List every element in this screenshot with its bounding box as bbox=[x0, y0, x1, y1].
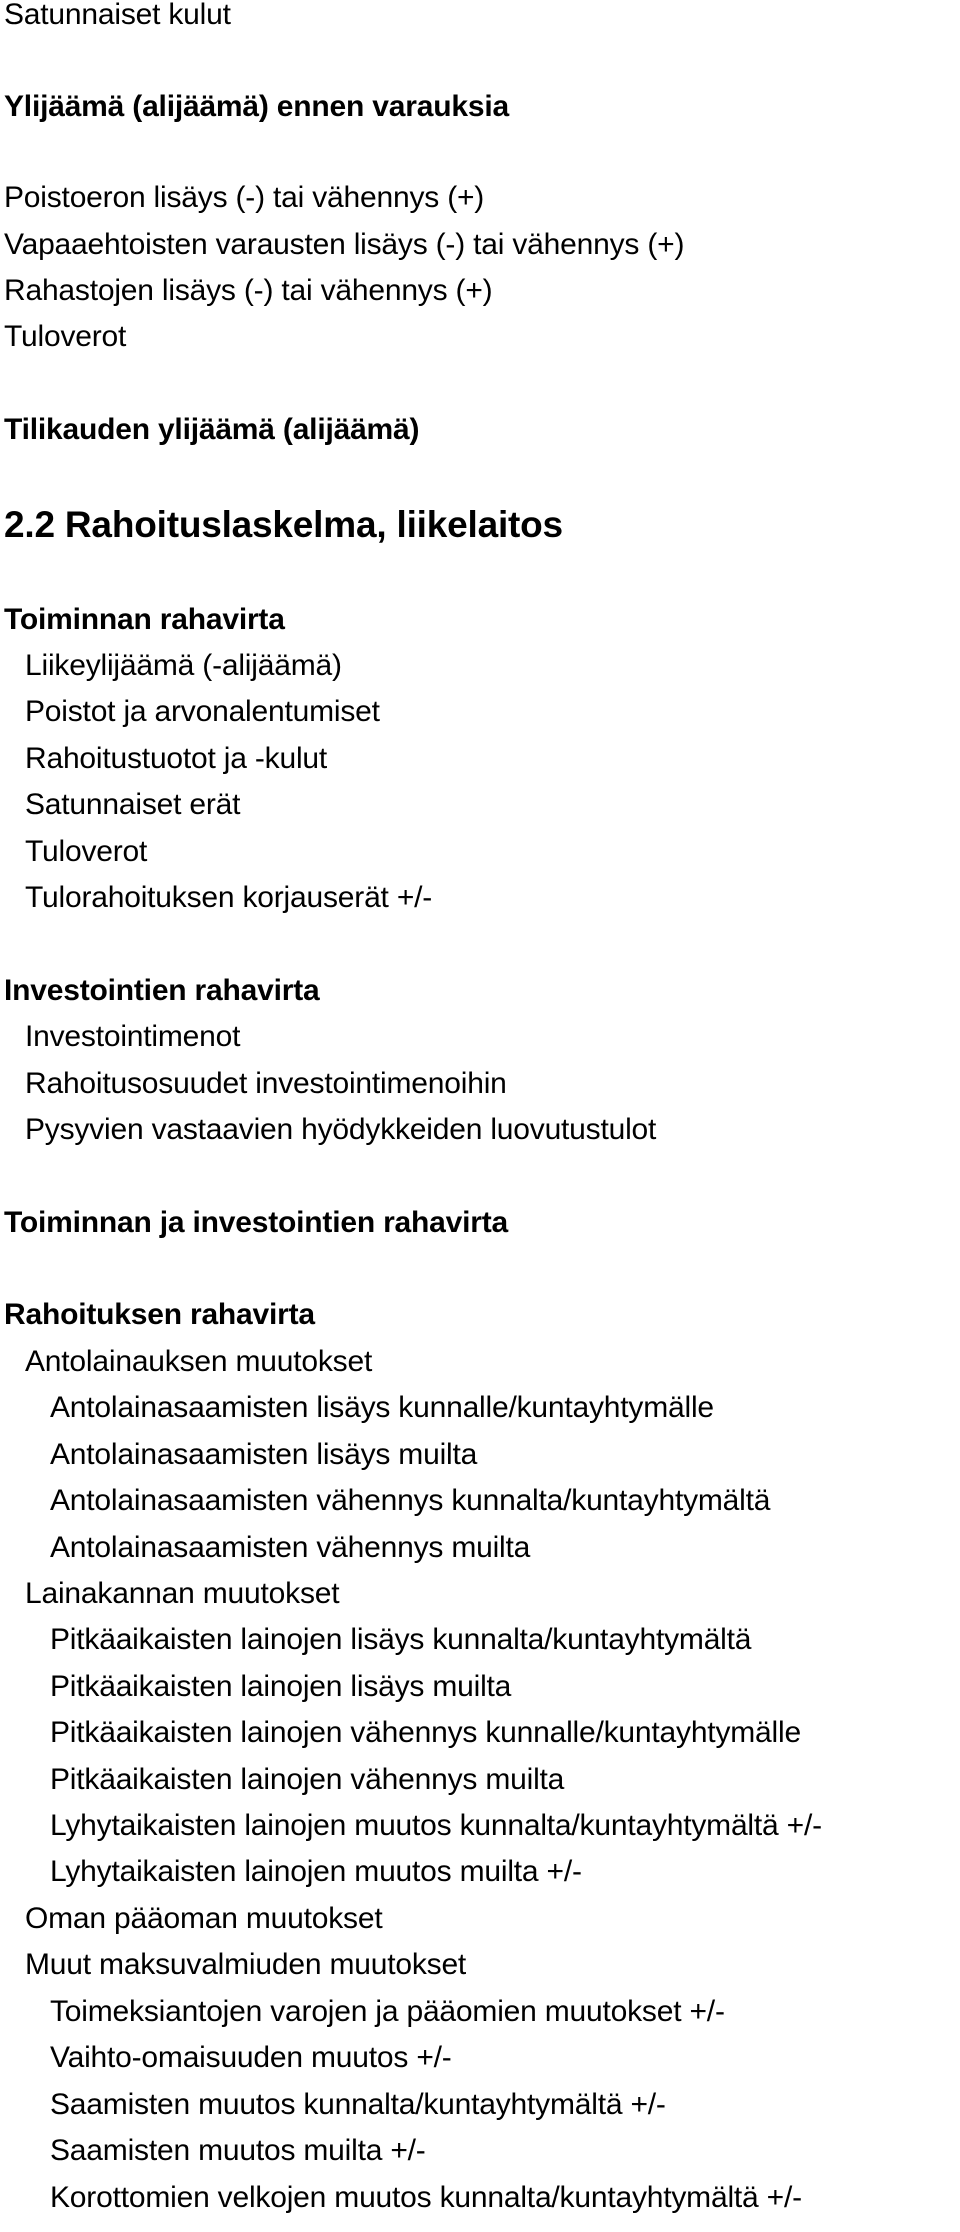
line-pitka-lisays-muilta: Pitkäaikaisten lainojen lisäys muilta bbox=[50, 1670, 512, 1703]
line-korottomien-velkojen: Korottomien velkojen muutos kunnalta/kuntayhtymältä +/- bbox=[50, 2181, 802, 2214]
line-pysyvien-vastaavien: Pysyvien vastaavien hyödykkeiden luovutustulot bbox=[25, 1113, 657, 1146]
line-lyhyt-muutos-muilta: Lyhytaikaisten lainojen muutos muilta +/- bbox=[50, 1855, 582, 1888]
line-liikeylijaama: Liikeylijäämä (-alijäämä) bbox=[25, 649, 342, 682]
line-tuloverot-2: Tuloverot bbox=[25, 835, 148, 868]
line-oman-paaoman-muutokset: Oman pääoman muutokset bbox=[25, 1902, 383, 1935]
section-heading-rahoituslaskelma: 2.2 Rahoituslaskelma, liikelaitos bbox=[4, 504, 563, 545]
line-vapaaehtoisten-varausten: Vapaaehtoisten varausten lisäys (-) tai vähennys (+) bbox=[4, 228, 685, 261]
line-antolaina-lisays-muilta: Antolainasaamisten lisäys muilta bbox=[50, 1438, 478, 1471]
line-rahoitustuotot: Rahoitustuotot ja -kulut bbox=[25, 742, 328, 775]
heading-toiminnan-ja-investointien: Toiminnan ja investointien rahavirta bbox=[4, 1206, 509, 1239]
line-lainakannan-muutokset: Lainakannan muutokset bbox=[25, 1577, 340, 1610]
line-vaihto-omaisuuden: Vaihto-omaisuuden muutos +/- bbox=[50, 2041, 452, 2074]
line-lyhyt-muutos-kunnalta: Lyhytaikaisten lainojen muutos kunnalta/kuntayhtymältä +/- bbox=[50, 1809, 822, 1842]
line-rahastojen-lisays: Rahastojen lisäys (-) tai vähennys (+) bbox=[4, 274, 493, 307]
line-satunnaiset-kulut: Satunnaiset kulut bbox=[4, 0, 231, 31]
line-poistot: Poistot ja arvonalentumiset bbox=[25, 695, 380, 728]
line-poistoeron-lisays: Poistoeron lisäys (-) tai vähennys (+) bbox=[4, 181, 485, 214]
line-antolaina-vahennys-muilta: Antolainasaamisten vähennys muilta bbox=[50, 1531, 531, 1564]
line-pitka-vahennys-kunnalle: Pitkäaikaisten lainojen vähennys kunnalle/kuntayhtymälle bbox=[50, 1716, 801, 1749]
line-muut-maksuvalmiuden: Muut maksuvalmiuden muutokset bbox=[25, 1948, 467, 1981]
heading-investointien-rahavirta: Investointien rahavirta bbox=[4, 974, 320, 1007]
line-rahoitusosuudet: Rahoitusosuudet investointimenoihin bbox=[25, 1067, 507, 1100]
line-tulorahoituksen-korjauserat: Tulorahoituksen korjauserät +/- bbox=[25, 881, 433, 914]
line-antolaina-lisays-kunnalle: Antolainasaamisten lisäys kunnalle/kuntayhtymälle bbox=[50, 1391, 714, 1424]
line-satunnaiset-erat: Satunnaiset erät bbox=[25, 788, 241, 821]
line-pitka-lisays-kunnalta: Pitkäaikaisten lainojen lisäys kunnalta/kuntayhtymältä bbox=[50, 1623, 752, 1656]
line-investointimenot: Investointimenot bbox=[25, 1020, 241, 1053]
line-antolainauksen-muutokset: Antolainauksen muutokset bbox=[25, 1345, 373, 1378]
line-pitka-vahennys-muilta: Pitkäaikaisten lainojen vähennys muilta bbox=[50, 1763, 565, 1796]
line-toimeksiantojen-varojen: Toimeksiantojen varojen ja pääomien muutokset +/- bbox=[50, 1995, 725, 2028]
line-saamisten-muilta: Saamisten muutos muilta +/- bbox=[50, 2134, 426, 2167]
line-tuloverot: Tuloverot bbox=[4, 320, 127, 353]
line-antolaina-vahennys-kunnalta: Antolainasaamisten vähennys kunnalta/kuntayhtymältä bbox=[50, 1484, 771, 1517]
line-saamisten-kunnalta: Saamisten muutos kunnalta/kuntayhtymältä +/- bbox=[50, 2088, 666, 2121]
heading-rahoituksen-rahavirta: Rahoituksen rahavirta bbox=[4, 1298, 315, 1331]
heading-toiminnan-rahavirta: Toiminnan rahavirta bbox=[4, 603, 285, 636]
line-ylijaama-ennen-varauksia: Ylijäämä (alijäämä) ennen varauksia bbox=[4, 90, 509, 123]
line-tilikauden-ylijaama: Tilikauden ylijäämä (alijäämä) bbox=[4, 413, 420, 446]
